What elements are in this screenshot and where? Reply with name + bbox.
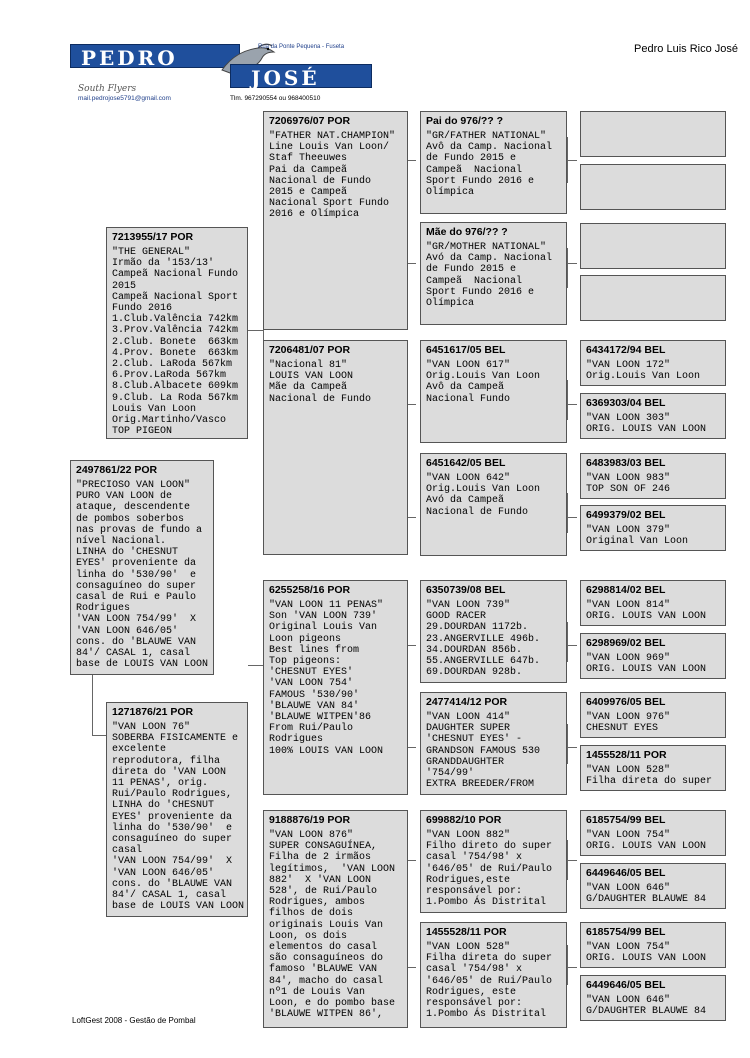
ring-number: 6350739/08 BEL (426, 584, 506, 596)
pigeon-description: "VAN LOON 303" ORIG. LOUIS VAN LOON (586, 413, 707, 436)
connector-line (567, 645, 577, 646)
owner-name: Pedro Luis Rico José (634, 43, 738, 55)
pigeon-description: "VAN LOON 76" SOBERBA FISICAMENTE e excelente reprodutora, filha direta do 'VAN LOON 11 PENAS', orig. Rui/Paulo Rodrigues, LINHA do 'CHESNUT EYES' proveniente da linha do '530/90' e consaguíneo do super casal 'VAN LOON 754/99' X 'VAN LOON 646/05' cons. do 'BLAUWE VAN 84'/ CASAL 1, casal base de LOUIS VAN LOON (112, 722, 245, 913)
pigeon-card-grandsire-maternal (263, 580, 408, 795)
connector-line (567, 860, 577, 861)
ring-number: 7206976/07 POR (269, 115, 351, 127)
pigeon-card-empty (580, 111, 726, 157)
pigeon-card-gen4 (580, 633, 726, 679)
ring-number: 699882/10 POR (426, 814, 502, 826)
pigeon-card-gen4 (580, 810, 726, 856)
pigeon-card-granddam-paternal (263, 340, 408, 555)
pigeon-description: "VAN LOON 646" G/DAUGHTER BLAUWE 84 (586, 883, 707, 906)
ring-number: 2497861/22 POR (76, 464, 158, 476)
pigeon-description: "VAN LOON 969" ORIG. LOUIS VAN LOON (586, 653, 707, 676)
logo-slogan: South Flyers (78, 84, 137, 94)
pigeon-card-gen3 (420, 692, 567, 795)
pigeon-card-gen4 (580, 340, 726, 386)
connector-line (567, 517, 577, 518)
pigeon-description: "VAN LOON 976" CHESNUT EYES (586, 712, 671, 735)
logo-banner-top (70, 44, 240, 68)
connector-line (567, 160, 577, 161)
pigeon-description: "THE GENERAL" Irmão da '153/13' Campeã Nacional Fundo 2015 Campeã Nacional Sport Fundo 2016 1.Club.Valência 742km 3.Prov.Valência 742km 2.Club. Bonete 663km 4.Prov. Bonete 663km 2.Club. LaRoda 567km 6.Prov.LaRoda 567km 8.Club.Albacete 609km 9.Club. La Roda 567km Louis Van Loon Orig.Martinho/Vasco TOP PIGEON (112, 247, 239, 438)
ring-number: 6483983/03 BEL (586, 457, 666, 469)
pigeon-card-gen4 (580, 745, 726, 791)
pigeon-description: "VAN LOON 528" Filha direta do super (586, 765, 713, 788)
pigeon-description: "VAN LOON 379" Original Van Loon (586, 525, 689, 548)
pigeon-description: "VAN LOON 642" Orig.Louis Van Loon Avó da Campeã Nacional de Fundo (426, 473, 541, 518)
pigeon-card-gen4 (580, 863, 726, 909)
connector-line (567, 380, 568, 420)
pigeon-description: "Nacional 81" LOUIS VAN LOON Mãe da Campeã Nacional de Fundo (269, 360, 372, 405)
pigeon-description: "VAN LOON 814" ORIG. LOUIS VAN LOON (586, 600, 707, 623)
connector-line (567, 747, 577, 748)
pigeon-card-gen4 (580, 975, 726, 1021)
ring-number: 6449646/05 BEL (586, 979, 666, 991)
pigeon-card-gen4 (580, 922, 726, 968)
pigeon-card-gen3 (420, 922, 567, 1028)
ring-number: 7206481/07 POR (269, 344, 351, 356)
connector-line (92, 675, 93, 735)
pigeon-description: "VAN LOON 11 PENAS" Son 'VAN LOON 739' Original Louis Van Loon pigeons Best lines from Top pigeons: 'CHESNUT EYES' 'VAN LOON 754' FAMOUS '530/90' 'BLAUWE VAN 84' 'BLAUWE WITPEN'86 From Rui/Paulo Rodrigues 100% LOUIS VAN LOON (269, 600, 384, 757)
connector-line (92, 735, 106, 736)
connector-line (408, 160, 416, 161)
connector-line (567, 493, 568, 533)
pigeon-description: "VAN LOON 528" Filha direta do super casal '754/98' x '646/05' de Rui/Paulo Rodrigues, este responsável por: 1.Pombo Ás Distrital (426, 942, 553, 1021)
pigeon-card-gen4 (580, 692, 726, 738)
logo-email: mail.pedrojose5791@gmail.com (78, 95, 171, 102)
pigeon-description: "GR/FATHER NATIONAL" Avô da Camp. Nacional de Fundo 2015 e Campeã Nacional Sport Fundo 2016 e Olímpica (426, 131, 553, 199)
pigeon-card-empty (580, 164, 726, 210)
pigeon-card-gen3 (420, 340, 567, 443)
ring-number: 6409976/05 BEL (586, 696, 666, 708)
logo-word-pedro: PEDRO (81, 46, 178, 70)
ring-number: 6369303/04 BEL (586, 397, 666, 409)
connector-line (408, 517, 416, 518)
pigeon-description: "VAN LOON 983" TOP SON OF 246 (586, 473, 671, 496)
pigeon-card-empty (580, 275, 726, 321)
pigeon-card-empty (580, 223, 726, 269)
pigeon-card-gen3 (420, 810, 567, 913)
ring-number: 1455528/11 POR (586, 749, 667, 761)
ring-number: 6434172/94 BEL (586, 344, 666, 356)
pigeon-description: "VAN LOON 414" DAUGHTER SUPER 'CHESNUT EYES' - GRANDSON FAMOUS 530 GRANDDAUGHTER '754/99' EXTRA BREEDER/FROM (426, 712, 541, 791)
pigeon-card-gen4 (580, 580, 726, 626)
connector-line (408, 967, 416, 968)
ring-number: 9188876/19 POR (269, 814, 351, 826)
logo-banner-bottom (230, 64, 372, 88)
logo-phone: Tlm. 967290554 ou 968400510 (230, 95, 321, 102)
connector-line (408, 645, 416, 646)
ring-number: 6185754/99 BEL (586, 926, 666, 938)
pigeon-card-gen4 (580, 505, 726, 551)
pigeon-description: "VAN LOON 172" Orig.Louis Van Loon (586, 360, 701, 383)
pigeon-description: "FATHER NAT.CHAMPION" Line Louis Van Loon/ Staf Theeuwes Pai da Campeã Nacional de Fundo 2015 e Campeã Nacional Sport Fundo 2016 e Olímpica (269, 131, 396, 221)
ring-number: 6499379/02 BEL (586, 509, 666, 521)
logo-address: Rua da Ponte Pequena - Fuseta (258, 44, 345, 50)
pigeon-card-grandsire-paternal (263, 111, 408, 330)
pigeon-card-gen3 (420, 580, 567, 683)
ring-number: Pai do 976/?? ? (426, 115, 504, 127)
connector-line (408, 263, 416, 264)
ring-number: 7213955/17 POR (112, 231, 194, 243)
ring-number: 6255258/16 POR (269, 584, 351, 596)
loft-logo (70, 38, 370, 106)
pigeon-description: "VAN LOON 882" Filho direto do super casal '754/98' x '646/05' de Rui/Paulo Rodrigues,este responsável por: 1.Pombo Ás Distrital (426, 830, 553, 909)
ring-number: 6185754/99 BEL (586, 814, 666, 826)
connector-line (567, 945, 568, 985)
pigeon-description: "VAN LOON 754" ORIG. LOUIS VAN LOON (586, 830, 707, 853)
connector-line (408, 404, 416, 405)
connector-line (567, 967, 577, 968)
ring-number: 6298814/02 BEL (586, 584, 666, 596)
connector-line (408, 747, 416, 748)
connector-line (567, 404, 577, 405)
ring-number: 1271876/21 POR (112, 706, 194, 718)
pigeon-description: "VAN LOON 754" ORIG. LOUIS VAN LOON (586, 942, 707, 965)
connector-line (567, 248, 568, 288)
connector-line (567, 622, 568, 662)
pigeon-description: "VAN LOON 876" SUPER CONSAGUÍNEA, Filha de 2 irmãos legítimos, 'VAN LOON 882' X 'VAN LOON 528', de Rui/Paulo Rodrigues, ambos filhos de dois originais Louis Van Loon, os dois elementos do casal são consaguíneos do famoso 'BLAUWE VAN 84', macho do casal nº1 de Louis Van Loon, e do pombo base 'BLAUWE WITPEN 86', (269, 830, 396, 1021)
ring-number: 6451642/05 BEL (426, 457, 506, 469)
footer-text: LoftGest 2008 - Gestão de Pombal (72, 1016, 196, 1025)
pigeon-card-gen4 (580, 453, 726, 499)
ring-number: 6451617/05 BEL (426, 344, 506, 356)
ring-number: 6298969/02 BEL (586, 637, 666, 649)
ring-number: 6449646/05 BEL (586, 867, 666, 879)
pigeon-card-dam (106, 702, 248, 917)
connector-line (567, 263, 577, 264)
pigeon-card-gen3 (420, 222, 567, 325)
ring-number: Mãe do 976/?? ? (426, 226, 508, 238)
pigeon-card-gen3 (420, 453, 567, 556)
connector-line (567, 724, 568, 764)
connector-line (248, 330, 263, 331)
pigeon-card-gen3 (420, 111, 567, 214)
pigeon-description: "PRECIOSO VAN LOON" PURO VAN LOON de ataque, descendente de pombos soberbos nas provas de fundo a nível Nacional. LINHA do 'CHESNUT EYES' proveniente da linha do '530/90' e consaguíneo do super casal de Rui e Paulo Rodrigues 'VAN LOON 754/99' X 'VAN LOON 646/05' cons. do 'BLAUWE VAN 84'/ CASAL 1, casal base de LOUIS VAN LOON (76, 480, 209, 671)
pigeon-card-granddam-maternal (263, 810, 408, 1028)
ring-number: 2477414/12 POR (426, 696, 508, 708)
connector-line (408, 860, 416, 861)
pigeon-description: "VAN LOON 646" G/DAUGHTER BLAUWE 84 (586, 995, 707, 1018)
pigeon-description: "VAN LOON 617" Orig.Louis Van Loon Avô da Campeã Nacional Fundo (426, 360, 541, 405)
pigeon-description: "VAN LOON 739" GOOD RACER 29.DOURDAN 1172b. 23.ANGERVILLE 496b. 34.DOURDAN 856b. 55.ANGERVILLE 647b. 69.DOURDAN 928b. (426, 600, 541, 679)
logo-word-jose: JOSÉ (251, 66, 320, 90)
connector-line (248, 665, 263, 666)
ring-number: 1455528/11 POR (426, 926, 507, 938)
pigeon-card-subject (70, 460, 214, 675)
pigeon-card-gen4 (580, 393, 726, 439)
pigeon-card-sire (106, 227, 248, 439)
pigeon-description: "GR/MOTHER NATIONAL" Avó da Camp. Nacional de Fundo 2015 e Campeã Nacional Sport Fundo 2016 e Olímpica (426, 242, 553, 310)
